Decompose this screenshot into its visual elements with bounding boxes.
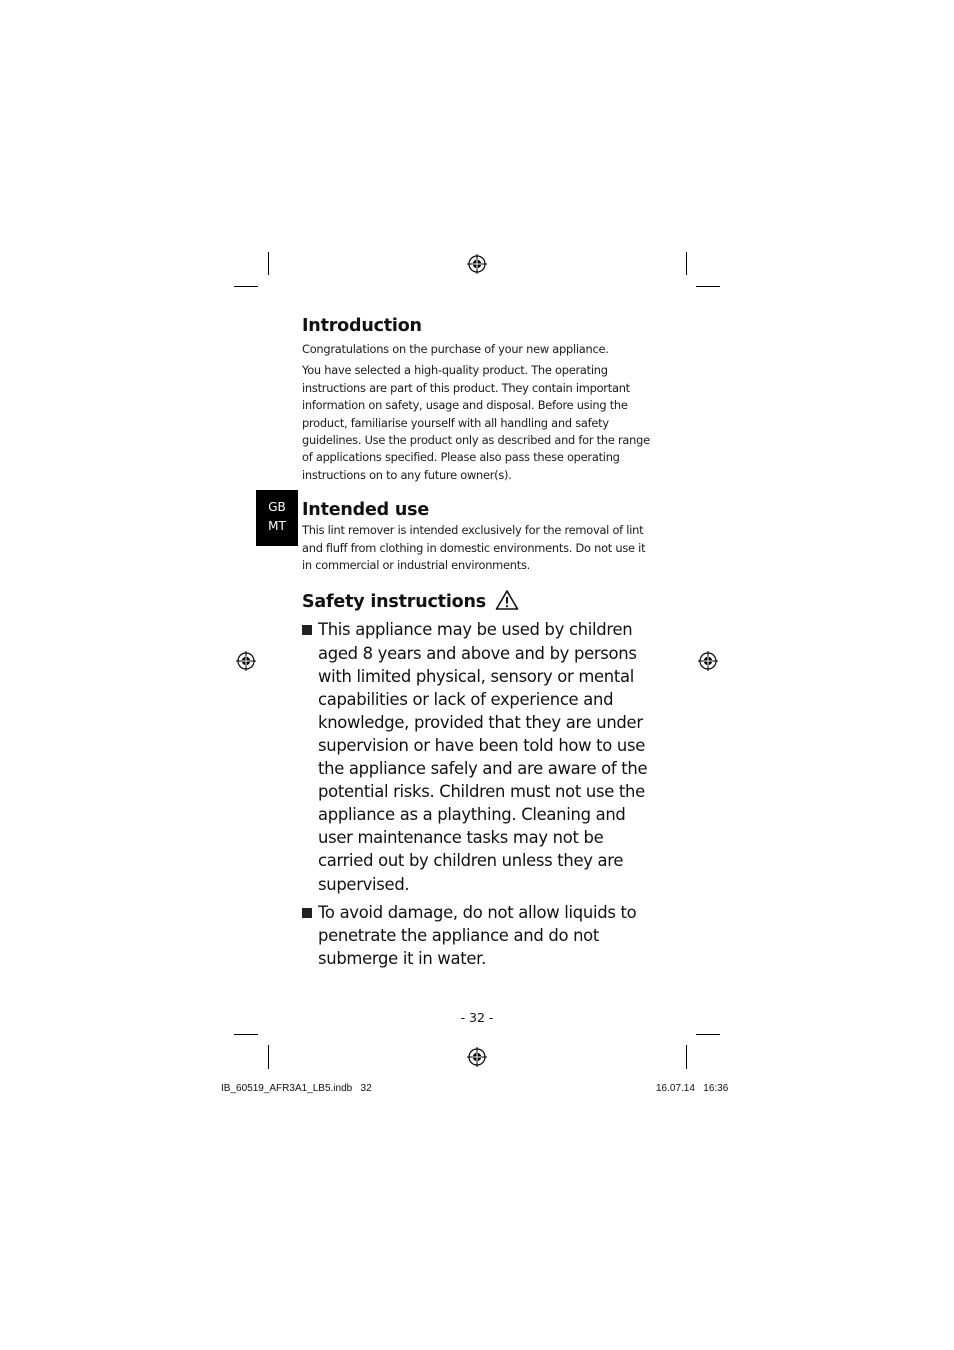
intended-use-heading: Intended use xyxy=(302,500,430,521)
print-footer-datetime: 16.07.14 16:36 xyxy=(656,1083,729,1094)
safety-bullet-item xyxy=(302,901,658,970)
safety-bullet-text: To avoid damage, do not allow liquids to penetrate the appliance and do not submerge it in water. xyxy=(318,902,637,968)
language-code-mt: MT xyxy=(268,519,286,533)
registration-mark-icon xyxy=(467,254,487,274)
crop-mark xyxy=(686,252,687,275)
safety-section xyxy=(302,592,658,969)
crop-mark xyxy=(696,286,720,287)
safety-bullet-item xyxy=(302,618,658,895)
registration-mark-icon xyxy=(467,1047,487,1067)
introduction-paragraph-2: You have selected a high-quality product. The operating instructions are part of this product. They contain important information on safety, usage and disposal. Before using the product, familiarise yourself with all handling and safety guidelines. Use the product only as described and for the range of applications specified. Please also pass these operating instructions on to any future owner(s). xyxy=(302,363,650,482)
safety-heading: Safety instructions xyxy=(302,592,486,613)
crop-mark xyxy=(234,286,258,287)
intended-use-paragraph: This lint remover is intended exclusively for the removal of lint and fluff from clothing in domestic environments. Do not use it in commercial or industrial environments. xyxy=(302,523,646,573)
print-footer-file: IB_60519_AFR3A1_LB5.indb 32 xyxy=(221,1083,372,1094)
bullet-square-icon xyxy=(302,901,318,970)
crop-mark xyxy=(696,1034,720,1035)
crop-mark xyxy=(268,1045,269,1069)
crop-mark xyxy=(686,1045,687,1069)
introduction-heading: Introduction xyxy=(302,316,422,336)
page-number: - 32 - xyxy=(460,1010,494,1025)
language-tab xyxy=(256,490,298,546)
introduction-section xyxy=(302,316,658,484)
registration-mark-icon xyxy=(698,651,718,671)
language-code-gb: GB xyxy=(268,500,286,514)
crop-mark xyxy=(234,1034,258,1035)
safety-bullet-text: This appliance may be used by children aged 8 years and above and by persons with limited physical, sensory or mental capabilities or lack of experience and knowledge, provided that they are under supervision or have been told how to use the appliance safely and are aware of the potential risks. Children must not use the appliance as a plaything. Cleaning and user maintenance tasks may not be carried out by children unless they are supervised. xyxy=(318,620,648,894)
registration-mark-icon xyxy=(236,651,256,671)
introduction-paragraph-1: Congratulations on the purchase of your new appliance. xyxy=(302,342,609,356)
warning-triangle-icon xyxy=(495,589,519,611)
page-content xyxy=(302,316,658,970)
safety-heading-row xyxy=(302,592,658,612)
crop-mark xyxy=(268,252,269,275)
intended-use-section xyxy=(302,500,658,574)
bullet-square-icon xyxy=(302,618,318,895)
